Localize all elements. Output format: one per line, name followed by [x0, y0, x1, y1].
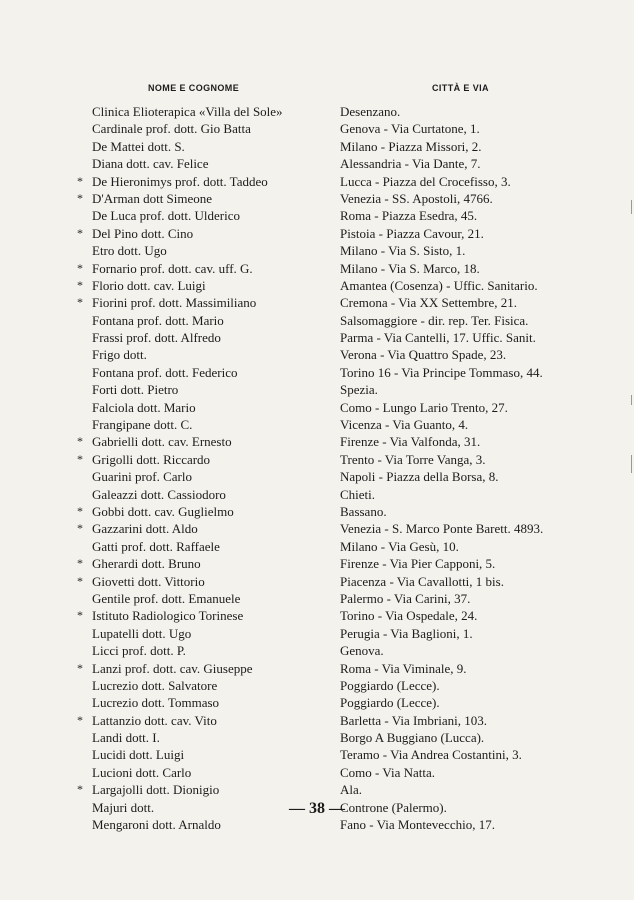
entry-city: Parma - Via Cantelli, 17. Uffic. Sanit.: [340, 330, 536, 346]
entry-name: Fontana prof. dott. Mario: [92, 312, 224, 328]
entry-name: Del Pino dott. Cino: [92, 225, 194, 241]
list-item: [0, 103, 634, 120]
entry-name: Licci prof. dott. P.: [92, 643, 186, 659]
entry-name: Gherardi dott. Bruno: [92, 556, 201, 572]
list-item: [0, 138, 634, 155]
entry-city: Como - Via Natta.: [340, 764, 436, 780]
entry-city: Fano - Via Montevecchio, 17.: [340, 817, 495, 833]
entry-name: Giovetti dott. Vittorio: [92, 573, 205, 589]
entry-name: De Luca prof. dott. Ulderico: [92, 208, 241, 224]
entry-city: Genova - Via Curtatone, 1.: [340, 121, 480, 137]
entry-star: *: [77, 573, 83, 588]
entry-name: Landi dott. I.: [92, 730, 160, 746]
entry-city: Genova.: [340, 643, 384, 659]
entry-name: Lucioni dott. Carlo: [92, 764, 192, 780]
entry-name: Diana dott. cav. Felice: [92, 156, 209, 172]
entry-city: Poggiardo (Lecce).: [340, 677, 440, 693]
page-edge-mark: [631, 395, 632, 405]
entry-name: Forti dott. Pietro: [92, 382, 179, 398]
entry-name: Fontana prof. dott. Federico: [92, 364, 238, 380]
entry-star: *: [77, 556, 83, 571]
entry-name: Lucrezio dott. Tommaso: [92, 695, 220, 711]
entry-name: Gabrielli dott. cav. Ernesto: [92, 434, 232, 450]
list-item: [0, 468, 634, 485]
entry-city: Milano - Via Gesù, 10.: [340, 538, 459, 554]
entry-star: *: [77, 295, 83, 310]
entry-city: Teramo - Via Andrea Costantini, 3.: [340, 747, 522, 763]
entry-star: *: [77, 712, 83, 727]
list-item: [0, 207, 634, 224]
entry-name: Lupatelli dott. Ugo: [92, 625, 192, 641]
list-item: [0, 486, 634, 503]
entry-city: Venezia - S. Marco Ponte Barett. 4893.: [340, 521, 544, 537]
column-header-name: NOME E COGNOME: [148, 83, 240, 93]
entry-city: Torino - Via Ospedale, 24.: [340, 608, 478, 624]
entry-city: Salsomaggiore - dir. rep. Ter. Fisica.: [340, 312, 529, 328]
list-item: [0, 781, 634, 798]
entry-name: Fiorini prof. dott. Massimiliano: [92, 295, 257, 311]
entry-name: Lattanzio dott. cav. Vito: [92, 712, 217, 728]
list-item: [0, 712, 634, 729]
entry-star: *: [77, 782, 83, 797]
list-item: [0, 312, 634, 329]
entry-city: Trento - Via Torre Vanga, 3.: [340, 451, 486, 467]
list-item: [0, 294, 634, 311]
list-item: [0, 607, 634, 624]
entry-name: Falciola dott. Mario: [92, 399, 196, 415]
entry-city: Pistoia - Piazza Cavour, 21.: [340, 225, 484, 241]
entry-star: *: [77, 277, 83, 292]
entry-name: Grigolli dott. Riccardo: [92, 451, 211, 467]
entry-city: Milano - Via S. Marco, 18.: [340, 260, 480, 276]
entry-name: Frassi prof. dott. Alfredo: [92, 330, 221, 346]
entry-city: Controne (Palermo).: [340, 799, 447, 815]
list-item: [0, 173, 634, 190]
entry-name: Gazzarini dott. Aldo: [92, 521, 198, 537]
entry-name: Lucrezio dott. Salvatore: [92, 677, 218, 693]
entry-city: Poggiardo (Lecce).: [340, 695, 440, 711]
list-item: [0, 190, 634, 207]
entry-city: Roma - Piazza Esedra, 45.: [340, 208, 478, 224]
page-number: — 38 —: [289, 800, 345, 817]
list-item: [0, 520, 634, 537]
list-item: [0, 660, 634, 677]
list-item: [0, 677, 634, 694]
page-edge-mark: [631, 455, 632, 473]
list-item: [0, 746, 634, 763]
entry-star: *: [77, 451, 83, 466]
entry-city: Roma - Via Viminale, 9.: [340, 660, 467, 676]
entry-name: Lucidi dott. Luigi: [92, 747, 185, 763]
entry-name: Gatti prof. dott. Raffaele: [92, 538, 220, 554]
list-item: [0, 451, 634, 468]
list-item: [0, 816, 634, 833]
entry-city: Desenzano.: [340, 104, 401, 119]
entry-city: Milano - Via S. Sisto, 1.: [340, 243, 466, 259]
entry-city: Alessandria - Via Dante, 7.: [340, 156, 481, 172]
entry-star: *: [77, 173, 83, 188]
entry-city: Barletta - Via Imbriani, 103.: [340, 712, 487, 728]
entry-city: Piacenza - Via Cavallotti, 1 bis.: [340, 573, 504, 589]
entry-city: Verona - Via Quattro Spade, 23.: [340, 347, 507, 363]
page-edge-mark: [631, 200, 632, 214]
column-header-city: CITTÀ E VIA: [432, 83, 489, 93]
entry-name: Gobbi dott. cav. Guglielmo: [92, 503, 234, 519]
list-item: [0, 260, 634, 277]
entry-city: Vicenza - Via Guanto, 4.: [340, 417, 469, 433]
list-item: [0, 538, 634, 555]
list-item: [0, 120, 634, 137]
entry-city: Lucca - Piazza del Crocefisso, 3.: [340, 173, 511, 189]
list-item: [0, 416, 634, 433]
entry-name: Frigo dott.: [92, 347, 147, 363]
entry-city: Palermo - Via Carini, 37.: [340, 590, 471, 606]
entry-name: Clinica Elioterapica «Villa del Sole»: [92, 104, 283, 119]
entry-city: Como - Lungo Lario Trento, 27.: [340, 399, 508, 415]
list-item: [0, 277, 634, 294]
entry-name: D'Arman dott Simeone: [92, 190, 213, 206]
list-item: [0, 381, 634, 398]
entry-city: Cremona - Via XX Settembre, 21.: [340, 295, 517, 311]
list-item: [0, 642, 634, 659]
entry-name: Cardinale prof. dott. Gio Batta: [92, 121, 251, 137]
list-item: [0, 729, 634, 746]
entry-city: Firenze - Via Pier Capponi, 5.: [340, 556, 496, 572]
entry-name: De Mattei dott. S.: [92, 138, 185, 154]
entry-city: Perugia - Via Baglioni, 1.: [340, 625, 473, 641]
list-item: [0, 694, 634, 711]
list-item: [0, 555, 634, 572]
list-item: [0, 329, 634, 346]
entry-city: Napoli - Piazza della Borsa, 8.: [340, 469, 499, 485]
entry-city: Bassano.: [340, 503, 387, 519]
entry-name: Istituto Radiologico Torinese: [92, 608, 244, 624]
entry-star: *: [77, 503, 83, 518]
entry-city: Spezia.: [340, 382, 378, 398]
entry-star: *: [77, 260, 83, 275]
entry-star: *: [77, 660, 83, 675]
entry-name: Majuri dott.: [92, 799, 155, 815]
list-item: [0, 155, 634, 172]
entry-name: Largajolli dott. Dionigio: [92, 782, 220, 798]
list-item: [0, 364, 634, 381]
list-item: [0, 573, 634, 590]
list-item: [0, 346, 634, 363]
list-item: [0, 433, 634, 450]
entry-city: Milano - Piazza Missori, 2.: [340, 138, 482, 154]
entry-star: *: [77, 521, 83, 536]
list-item: [0, 590, 634, 607]
entry-name: Florio dott. cav. Luigi: [92, 277, 206, 293]
list-item: [0, 625, 634, 642]
entry-star: *: [77, 225, 83, 240]
entry-name: Guarini prof. Carlo: [92, 469, 193, 485]
entry-city: Torino 16 - Via Principe Tommaso, 44.: [340, 364, 543, 380]
entry-city: Chieti.: [340, 486, 376, 502]
entry-city: Borgo A Buggiano (Lucca).: [340, 730, 485, 746]
entry-city: Ala.: [340, 782, 363, 798]
entry-name: Etro dott. Ugo: [92, 243, 167, 259]
entry-city: Venezia - SS. Apostoli, 4766.: [340, 190, 493, 206]
entry-star: *: [77, 434, 83, 449]
entry-city: Firenze - Via Valfonda, 31.: [340, 434, 481, 450]
list-item: [0, 225, 634, 242]
entry-star: *: [77, 608, 83, 623]
entry-name: Lanzi prof. dott. cav. Giuseppe: [92, 660, 253, 676]
entry-name: Mengaroni dott. Arnaldo: [92, 817, 221, 833]
list-item: [0, 242, 634, 259]
entry-name: Fornario prof. dott. cav. uff. G.: [92, 260, 253, 276]
entry-city: Amantea (Cosenza) - Uffic. Sanitario.: [340, 277, 538, 293]
list-item: [0, 503, 634, 520]
entries-list: [0, 103, 634, 833]
entry-name: De Hieronimys prof. dott. Taddeo: [92, 173, 268, 189]
entry-name: Frangipane dott. C.: [92, 417, 193, 433]
list-item: [0, 764, 634, 781]
entry-name: Galeazzi dott. Cassiodoro: [92, 486, 226, 502]
list-item: [0, 399, 634, 416]
entry-star: *: [77, 190, 83, 205]
entry-name: Gentile prof. dott. Emanuele: [92, 590, 241, 606]
